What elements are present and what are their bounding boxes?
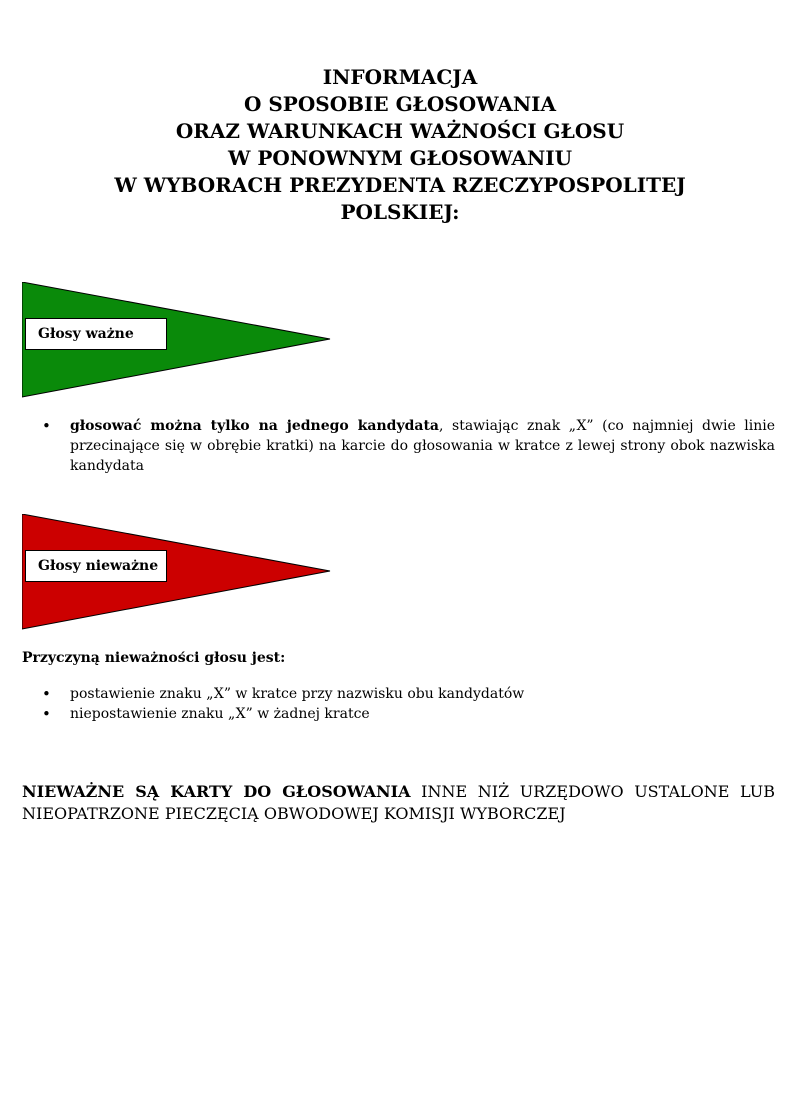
title-line: W WYBORACH PREZYDENTA RZECZYPOSPOLITEJ	[114, 173, 686, 197]
valid-rule-bold: głosować można tylko na jednego kandydata	[70, 418, 440, 434]
valid-votes-pennant	[22, 282, 332, 398]
title-line: INFORMACJA	[322, 65, 478, 89]
ballot-validity-notice	[22, 781, 775, 825]
invalid-votes-label: Głosy nieważne	[25, 550, 167, 582]
list-item: • niepostawienie znaku „X” w żadnej kratce	[22, 704, 775, 724]
list-item	[22, 416, 775, 476]
invalid-reasons-list	[22, 684, 775, 724]
valid-votes-label: Głosy ważne	[25, 318, 167, 350]
valid-rule-text: , stawiając znak „X” (co najmniej dwie linie przecinające się w obrębie kratki) na karcie do głosowania w kratce z lewej strony obok nazwiska kandydata	[70, 418, 776, 474]
invalid-votes-pennant	[22, 514, 332, 630]
list-item: • postawienie znaku „X” w kratce przy nazwisku obu kandydatów	[22, 684, 775, 704]
title-line: W PONOWNYM GŁOSOWANIU	[227, 146, 573, 170]
invalid-reasons-heading: Przyczyną nieważności głosu jest:	[22, 650, 286, 666]
notice-text: INNE NIŻ URZĘDOWO USTALONE LUB NIEOPATRZONE PIECZĘCIĄ OBWODOWEJ KOMISJI WYBORCZEJ	[22, 782, 775, 823]
notice-bold: NIEWAŻNE SĄ KARTY DO GŁOSOWANIA	[22, 782, 411, 801]
title-line: POLSKIEJ:	[340, 200, 460, 224]
title-line: ORAZ WARUNKACH WAŻNOŚCI GŁOSU	[175, 119, 625, 143]
title-line: O SPOSOBIE GŁOSOWANIA	[243, 92, 557, 116]
document-title	[0, 64, 800, 226]
valid-votes-rules	[22, 416, 775, 476]
